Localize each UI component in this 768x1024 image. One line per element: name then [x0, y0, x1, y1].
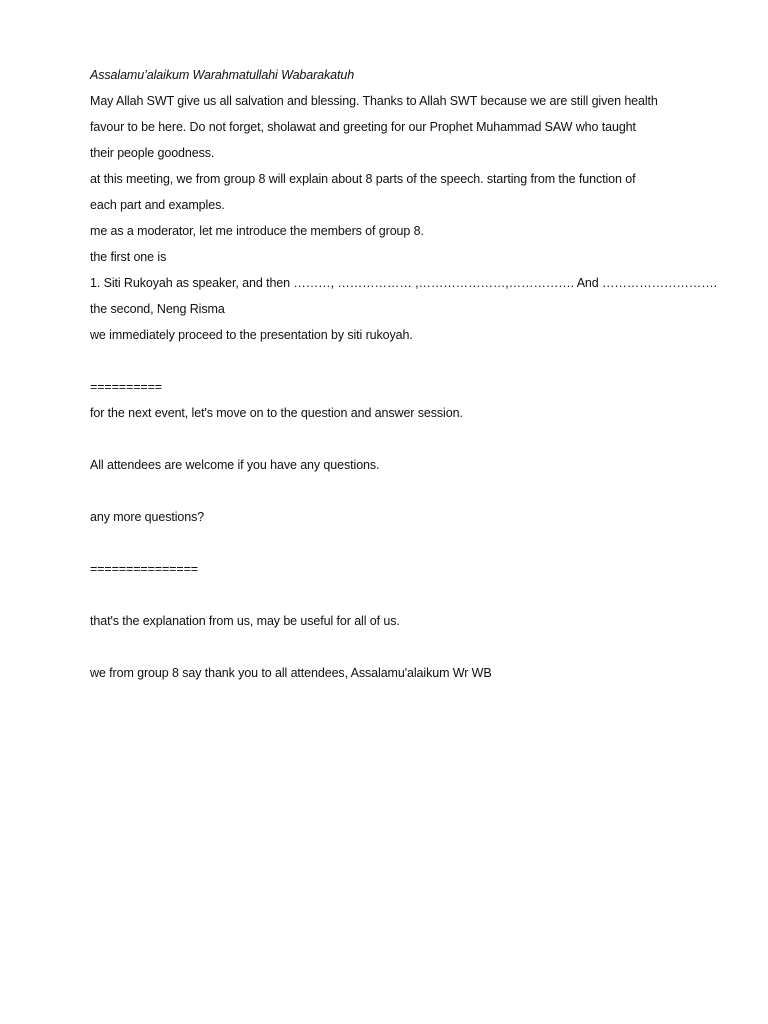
qa-next-event-line: for the next event, let's move on to the question and answer session. — [90, 406, 463, 420]
closing-thanks-line: we from group 8 say thank you to all attendees, Assalamu'alaikum Wr WB — [90, 666, 492, 680]
opening-line-3: their people goodness. — [90, 146, 215, 160]
document-body — [90, 62, 717, 686]
qa-more-line: any more questions? — [90, 510, 205, 524]
closing-explanation-line: that's the explanation from us, may be useful for all of us. — [90, 614, 400, 628]
separator-1: ========== — [90, 380, 162, 394]
qa-welcome-line: All attendees are welcome if you have any questions. — [90, 458, 380, 472]
spacer — [90, 348, 680, 374]
opening-line-4: at this meeting, we from group 8 will explain about 8 parts of the speech. starting from the function of — [90, 172, 636, 186]
opening-line-2: favour to be here. Do not forget, sholawat and greeting for our Prophet Muhammad SAW who taught — [90, 120, 636, 134]
spacer — [90, 634, 680, 660]
greeting-line: Assalamu’alaikum Warahmatullahi Wabarakatuh — [90, 68, 355, 82]
opening-line-6: me as a moderator, let me introduce the members of group 8. — [90, 224, 424, 238]
spacer — [90, 478, 680, 504]
opening-line-8: 1. Siti Rukoyah as speaker, and then ………, ……………… ,…………………,……………. And ………………………. — [90, 276, 717, 290]
opening-line-7: the first one is — [90, 250, 167, 264]
opening-line-1: May Allah SWT give us all salvation and blessing. Thanks to Allah SWT because we are still given health — [90, 94, 658, 108]
opening-line-5: each part and examples. — [90, 198, 225, 212]
opening-line-10: we immediately proceed to the presentation by siti rukoyah. — [90, 328, 413, 342]
separator-2: =============== — [90, 562, 198, 576]
spacer — [90, 426, 680, 452]
opening-line-9: the second, Neng Risma — [90, 302, 225, 316]
spacer — [90, 582, 680, 608]
spacer — [90, 530, 680, 556]
